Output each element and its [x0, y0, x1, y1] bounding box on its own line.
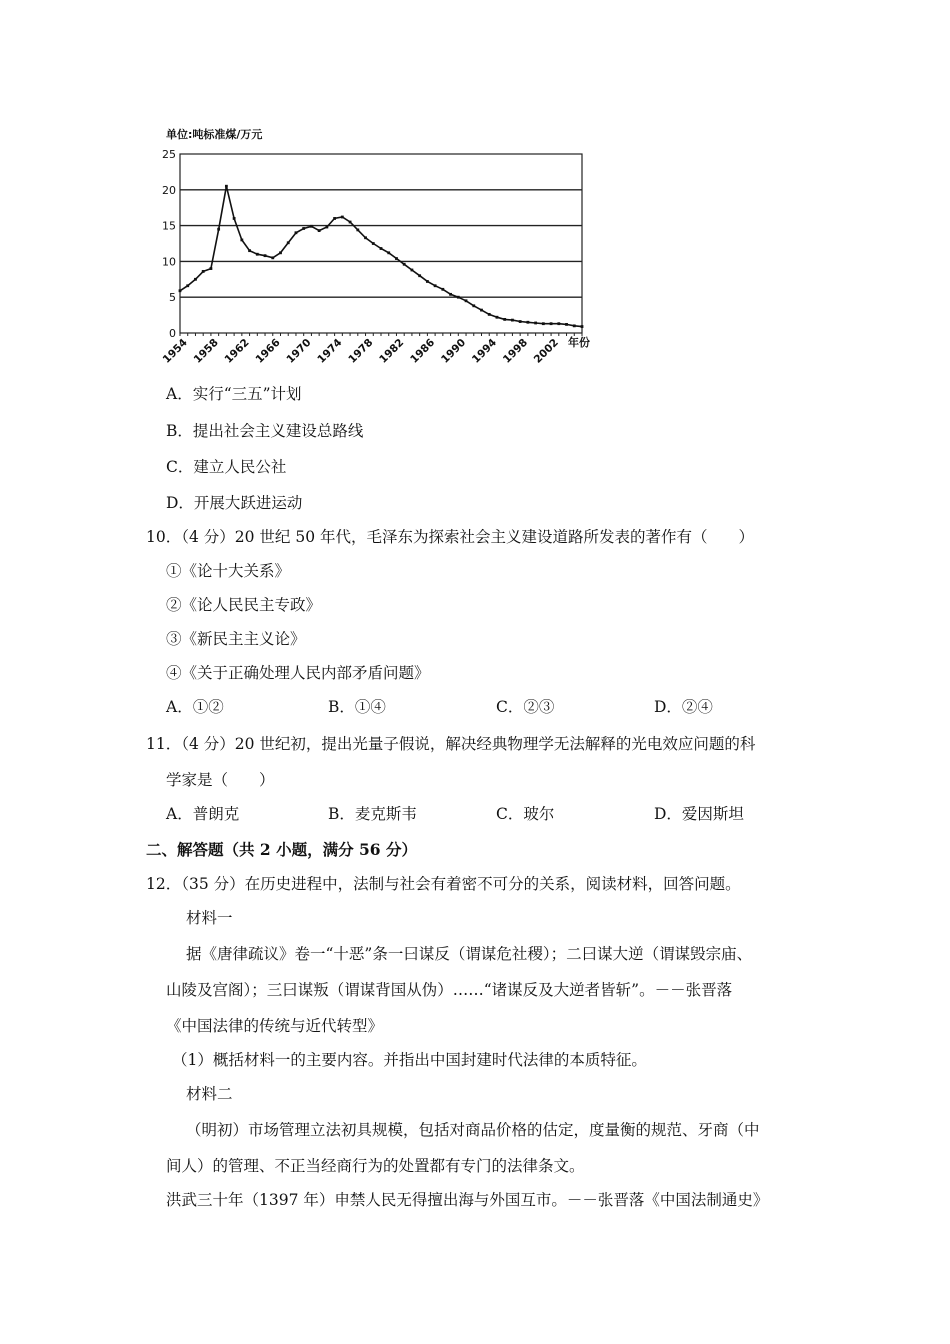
chart-y-tick-label: 10: [162, 255, 176, 269]
q12-material-1-title: 材料一: [186, 909, 233, 927]
q9-option-a: A．实行“三五”计划: [166, 385, 302, 403]
q12-material-2-line3: 洪武三十年（1397 年）申禁人民无得擅出海与外国互市。－－张晋落《中国法制通史》: [166, 1191, 769, 1209]
chart-y-tick-label: 5: [169, 291, 176, 305]
chart-data-point: [302, 227, 305, 230]
chart-data-point: [248, 249, 251, 252]
section-2-heading: 二、解答题（共 2 小题，满分 56 分）: [146, 840, 417, 859]
q12-material-2-line2: 间人）的管理、不正当经商行为的处置都有专门的法律条文。: [166, 1157, 585, 1175]
chart-data-point: [403, 263, 406, 266]
chart-data-point: [287, 241, 290, 244]
q10-option-d: D．②④: [654, 698, 713, 716]
chart-data-point: [279, 251, 282, 254]
chart-data-point: [186, 284, 189, 287]
chart-data-point: [387, 251, 390, 254]
chart-unit-label: 单位:吨标准煤/万元: [166, 128, 263, 141]
q11-option-a: A．普朗克: [166, 805, 240, 823]
chart-x-tick-label: 1982: [377, 336, 407, 366]
chart-data-point: [526, 321, 529, 324]
chart-data-point: [457, 296, 460, 299]
chart-data-point: [503, 318, 506, 321]
chart-x-tick-label: 1958: [191, 336, 221, 366]
chart-data-point: [441, 288, 444, 291]
chart-data-point: [210, 267, 213, 270]
chart-data-point: [434, 284, 437, 287]
q11-option-c: C．玻尔: [496, 805, 555, 823]
chart-x-tick-label: 1954: [160, 336, 190, 366]
chart-series: [179, 185, 584, 328]
chart-y-tick-label: 25: [162, 148, 176, 161]
chart-data-point: [380, 247, 383, 250]
chart-data-point: [356, 228, 359, 231]
chart-data-point: [295, 231, 298, 234]
q10-item-2: ②《论人民民主专政》: [166, 596, 322, 614]
q11-option-d: D．爱因斯坦: [654, 805, 744, 823]
chart-x-tick-label: 1962: [222, 336, 252, 366]
q10-option-c: C．②③: [496, 698, 555, 716]
chart-data-point: [496, 316, 499, 319]
chart-data-point: [372, 242, 375, 245]
chart-data-point: [472, 304, 475, 307]
chart-data-point: [557, 322, 560, 325]
chart-data-point: [202, 270, 205, 273]
chart-data-point: [465, 299, 468, 302]
chart-data-point: [271, 256, 274, 259]
chart-data-point: [565, 323, 568, 326]
chart-data-point: [341, 216, 344, 219]
chart-series-line: [180, 186, 582, 326]
chart-data-point: [349, 221, 352, 224]
chart-y-tick-label: 15: [162, 219, 176, 233]
q12-material-1-line1: 据《唐律疏议》卷一“十恶”条一曰谋反（谓谋危社稷）；二曰谋大逆（谓谋毁宗庙、: [186, 945, 753, 963]
q10-stem: 10．（4 分）20 世纪 50 年代，毛泽东为探索社会主义建设道路所发表的著作有（ ）: [146, 528, 754, 546]
q12-subquestion-1: （1）概括材料一的主要内容。并指出中国封建时代法律的本质特征。: [172, 1051, 647, 1069]
q10-item-4: ④《关于正确处理人民内部矛盾问题》: [166, 664, 430, 682]
chart-data-point: [233, 217, 236, 220]
chart-data-point: [256, 253, 259, 256]
q11-stem-line2: 学家是（ ）: [166, 771, 275, 789]
chart-data-point: [449, 293, 452, 296]
q12-material-1-line2: 山陵及宫阁）；三曰谋叛（谓谋背国从伪）……“诸谋反及大逆者皆斩”。－－张晋落: [166, 981, 733, 999]
chart-data-point: [581, 325, 584, 328]
chart-data-point: [240, 239, 243, 242]
chart-data-point: [318, 229, 321, 232]
q12-material-1-line3: 《中国法律的传统与近代转型》: [166, 1017, 384, 1035]
chart-data-point: [418, 274, 421, 277]
chart-data-point: [179, 289, 182, 292]
q10-option-a: A．①②: [166, 698, 224, 716]
chart-data-point: [395, 257, 398, 260]
chart-data-point: [411, 269, 414, 272]
chart-x-tick-label: 1990: [439, 336, 469, 366]
q10-option-b: B．①④: [328, 698, 386, 716]
chart-data-point: [480, 309, 483, 312]
q12-stem: 12．（35 分）在历史进程中，法制与社会有着密不可分的关系，阅读材料，回答问题。: [146, 875, 741, 893]
q9-option-c: C．建立人民公社: [166, 458, 287, 476]
q9-option-d: D．开展大跃进运动: [166, 494, 303, 512]
chart-data-point: [310, 225, 313, 228]
chart-x-tick-label: 1974: [315, 336, 345, 366]
chart-data-point: [264, 254, 267, 257]
q11-stem-line1: 11．（4 分）20 世纪初，提出光量子假说，解决经典物理学无法解释的光电效应问题的科: [146, 735, 756, 753]
q9-option-b: B．提出社会主义建设总路线: [166, 422, 364, 440]
chart-y-tick-label: 20: [162, 183, 176, 197]
q10-item-1: ①《论十大关系》: [166, 562, 291, 580]
q12-material-2-title: 材料二: [186, 1085, 233, 1103]
chart-data-point: [573, 324, 576, 327]
chart-x-tick-label: 1978: [346, 336, 376, 366]
chart-x-axis-label: 年份: [568, 336, 590, 349]
chart-data-point: [325, 226, 328, 229]
chart-x-tick-label: 1986: [408, 336, 438, 366]
chart-data-point: [550, 322, 553, 325]
chart-frame: [180, 154, 582, 333]
chart-data-point: [519, 320, 522, 323]
chart-data-point: [225, 185, 228, 188]
chart-x-tick-label: 1994: [469, 336, 500, 366]
chart-data-point: [488, 313, 491, 316]
chart-x-tick-label: 2002: [531, 336, 561, 366]
chart-gridlines: [180, 154, 582, 333]
chart-data-point: [426, 280, 429, 283]
chart-data-point: [194, 278, 197, 281]
q10-item-3: ③《新民主主义论》: [166, 630, 306, 648]
chart-data-point: [542, 322, 545, 325]
q11-option-b: B．麦克斯韦: [328, 805, 417, 823]
chart-y-ticks: [162, 148, 176, 340]
chart-x-tick-label: 1970: [284, 336, 314, 366]
energy-intensity-chart: [160, 120, 620, 380]
chart-data-point: [364, 236, 367, 239]
chart-data-point: [333, 217, 336, 220]
chart-data-point: [511, 319, 514, 322]
q12-material-2-line1: （明初）市场管理立法初具规模，包括对商品价格的估定，度量衡的规范、牙商（中: [186, 1121, 760, 1139]
chart-data-point: [534, 322, 537, 325]
chart-x-tick-label: 1966: [253, 336, 283, 366]
chart-y-tick-label: 0: [169, 327, 176, 340]
chart-data-point: [217, 228, 220, 231]
chart-x-ticks: [161, 333, 582, 366]
chart-x-tick-label: 1998: [500, 336, 531, 366]
